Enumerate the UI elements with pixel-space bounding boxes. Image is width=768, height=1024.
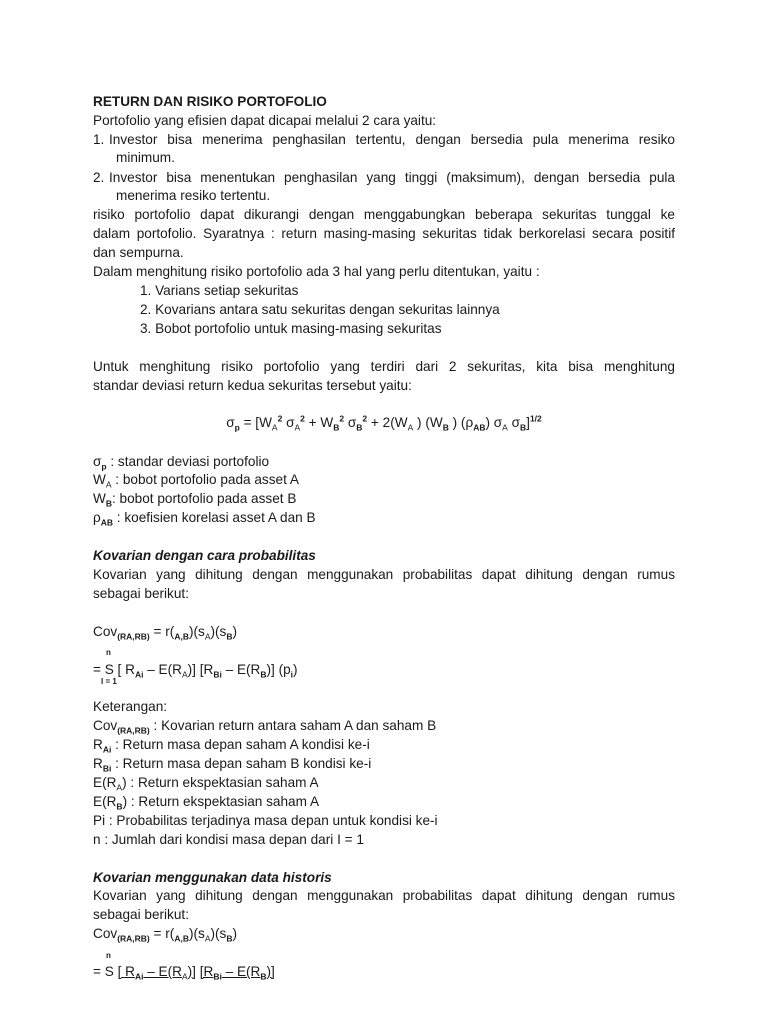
- list-item-text: Investor bisa menerima penghasilan tertentu, dengan bersedia pula menerima resiko: [109, 132, 675, 147]
- section2-para-line-2: sebagai berikut:: [93, 907, 189, 922]
- cov-formula-2: $Cov_{(RA,RB)} = r(_{A,B})(s_A)(s_B)$: [93, 926, 238, 944]
- ket-rbi: $R_{Bi}$ : Return masa depan saham B kondisi ke-i: [93, 756, 372, 774]
- para-risk-line-2: dalam portofolio. Syaratnya : return masing-masing sekuritas tidak berkorelasi secara positif: [93, 226, 675, 241]
- list2-item-2: 2. Kovarians antara satu sekuritas dengan sekuritas lainnya: [140, 302, 500, 317]
- ket-erb: $E(R_B)$ : Return ekspektasian saham A: [93, 794, 320, 812]
- keterangan-heading: Keterangan:: [93, 699, 168, 714]
- para-two-sec-line-2: standar deviasi return kedua sekuritas tersebut yaitu:: [93, 378, 412, 393]
- para-risk-line-3: dan sempurna.: [93, 245, 184, 260]
- ket-n: n : Jumlah dari kondisi masa depan dari I = 1: [93, 832, 364, 847]
- para-two-sec-line-1: Untuk menghitung risiko portofolio yang terdiri dari 2 sekuritas, kita bisa menghitung: [93, 359, 675, 374]
- portfolio-sd-formula: $\sigma_p = [W_A^2$ $\sigma_A^2 + W_B^2$ $\sigma_B^2 + 2(W_A$ ) ($W_B$ ) $(\rho_{AB})$ $\sigma_A$ $\sigma_B]^{1/2}$: [226, 413, 542, 433]
- intro-text: Portofolio yang efisien dapat dicapai melalui 2 cara yaitu:: [93, 113, 437, 128]
- sum-formula-2: = S [ $R_{Ai} - E(R_A)$] $[R_{Bi} - E(R_B)]$: [93, 964, 275, 982]
- section-heading-probabilitas: Kovarian dengan cara probabilitas: [93, 548, 316, 563]
- list-number: 2.: [93, 170, 105, 185]
- list2-item-3: 3. Bobot portofolio untuk masing-masing sekuritas: [140, 321, 442, 336]
- def-sigma-p: $\sigma_p$ : standar deviasi portofolio: [93, 454, 270, 472]
- def-wa: $W_A$ : bobot portofolio pada asset A: [93, 472, 299, 490]
- cov-formula-1: $Cov_{(RA,RB)} = r(_{A,B})(s_A)(s_B)$: [93, 624, 238, 642]
- section-heading-historis: Kovarian menggunakan data historis: [93, 870, 332, 885]
- def-rho-ab: $\rho_{AB}$ : koefisien korelasi asset A dan B: [93, 510, 316, 528]
- def-wb: $W_B$: bobot portofolio pada asset B: [93, 491, 297, 509]
- list2-item-1: 1. Varians setiap sekuritas: [140, 283, 299, 298]
- sum-lower-limit-1: I = 1: [101, 677, 117, 686]
- sum-upper-limit-2: n: [106, 951, 111, 960]
- sum-upper-limit-1: n: [106, 648, 111, 657]
- list1-item-2-cont: menerima resiko tertentu.: [116, 188, 271, 203]
- para-risk-line-1: risiko portofolio dapat dikurangi dengan menggabungkan beberapa sekuritas tunggal ke: [93, 207, 675, 222]
- para-three: Dalam menghitung risiko portofolio ada 3 hal yang perlu ditentukan, yaitu :: [93, 264, 540, 279]
- document-title: RETURN DAN RISIKO PORTOFOLIO: [93, 94, 327, 109]
- ket-cov: Cov$_{(RA,RB)}$ : Kovarian return antara saham A dan saham B: [93, 718, 437, 736]
- list1-item-1-cont: minimum.: [116, 150, 175, 165]
- ket-rai: $R_{Ai}$ : Return masa depan saham A kondisi ke-i: [93, 737, 370, 755]
- ket-era: $E(R_A)$ : Return ekspektasian saham A: [93, 775, 319, 793]
- ket-pi: Pi : Probabilitas terjadinya masa depan untuk kondisi ke-i: [93, 813, 438, 828]
- section1-para-line-1: Kovarian yang dihitung dengan menggunakan probabilitas dapat dihitung dengan rumus: [93, 567, 675, 582]
- section2-para-line-1: Kovarian yang dihitung dengan menggunakan probabilitas dapat dihitung dengan rumus: [93, 888, 675, 903]
- list-number: 1.: [93, 132, 105, 147]
- list-item-text: Investor bisa menentukan penghasilan yang tinggi (maksimum), dengan bersedia pula: [109, 170, 675, 185]
- sum-formula-1: = S [ $R_{Ai} - E(R_A)$] $[R_{Bi} - E(R_B)]$ $(p_i)$: [93, 662, 298, 680]
- section1-para-line-2: sebagai berikut:: [93, 586, 189, 601]
